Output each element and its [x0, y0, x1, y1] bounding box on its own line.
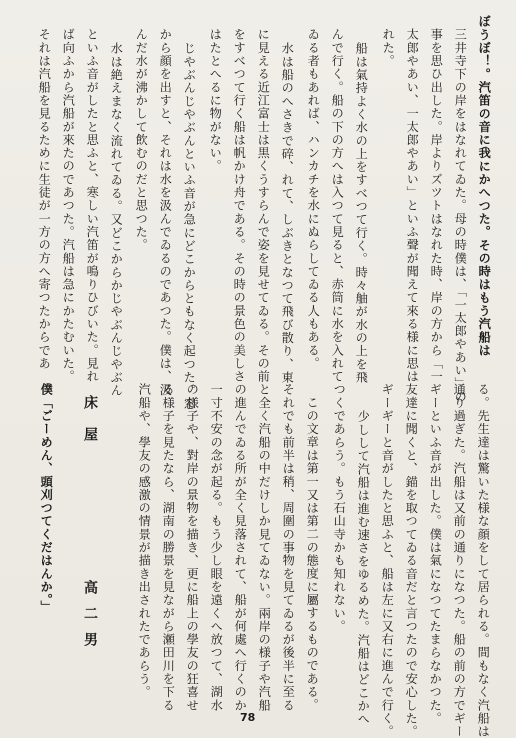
text-line: 太郎やあい、一太郎やあい」といふ聲が聞えて來る様に思は: [405, 28, 420, 384]
text-line: 事を思ひ出した。岸よりズツトはなれた時、岸の方から「一: [429, 28, 444, 384]
essay-author: 高二男: [82, 580, 98, 658]
text-line: 三井寺下の岸をはなれてゐた。母の時僕は、「一太郎やあい」の: [453, 28, 468, 404]
text-line: はたとへるに物がない。: [208, 28, 223, 173]
text-line: ぼうぼ！。汽笛の音に我にかへつた。その時はもう汽船は: [477, 15, 492, 357]
text-line: 友達に聞くと、錨を取つてゐる音だと言つたので安心した。: [404, 383, 419, 738]
text-line: 船は氣持よく水の上をすべつて行く。時々舳が水の上を飛: [354, 42, 369, 384]
text-line: に見える近江富士は黒くうすらんで姿を見せてゐる。その前: [256, 28, 271, 384]
text-line: つくであらう。もう石山寺かも知れない。: [332, 383, 347, 633]
text-line: んだ水が沸かして飲むのだと思つた。: [134, 28, 149, 252]
text-line: 僕「ごーめん、頭刈つてくだはんか。」: [39, 383, 54, 614]
text-line: 少しして汽船は進む速さをゆるめた。汽船はどこかへ: [356, 410, 371, 726]
text-line: をすべつて行く船は帆かけ舟である。その時の景色の美しさ: [232, 28, 247, 384]
text-line: 水は絶えまなく流れてゐる。又どこからかじやぶんじやぶん: [109, 42, 124, 398]
text-line: んで行く。船の下の方へは入つて見ると、赤筒に水を入れて: [330, 28, 345, 384]
text-line: といふ音がしたと思ふと、寒しい汽笛が鳴りひびいた。見れ: [85, 28, 100, 384]
text-line: る。先生達は驚いた様な顔をして居られる。間もなく汽船は: [476, 383, 491, 738]
text-line: ば向ふから汽船が來たのであつた。汽船は急にかたむいた。: [61, 28, 76, 384]
text-line: それでも前半は稍、周圍の事物を見てゐるが後半に至る: [281, 383, 296, 712]
text-line: の進んでゐる所が全く見落されて、船が何處へ行くのか: [233, 383, 248, 712]
text-line: る様子を見たなら、湖南の勝景を見ながら瀬田川を下る: [161, 383, 176, 712]
text-line: れた。: [381, 28, 396, 68]
text-line: から顔を出すと、それは水を汲んでゐるのであつた。僕は、汲: [158, 28, 173, 397]
text-line: 汽船や、學友の感激の情景が描き出されたであらう。: [137, 383, 152, 699]
text-line: ゐる者もあれば、ハンカチを水にぬらしてゐる人もある。: [306, 28, 321, 370]
text-line: 水は船のへさきで碎、れて、しぶきとなつて飛び散り、東: [280, 42, 295, 384]
text-line: ギーギーと音がしたと思ふと、船は左に又右に進んで行く。: [380, 383, 395, 738]
text-line: この文章は第一又は第二の態度に屬するものである。: [305, 396, 320, 712]
text-line: と全く汽船の中だけしか見てゐない。兩岸の様子や汽船: [257, 383, 272, 712]
text-line: 通り過ぎた。汽船は又前の通りになつた。船の前の方でギー: [452, 383, 467, 738]
page-number: 78: [240, 711, 256, 724]
text-line: の様子や、對岸の景物を描き、更に船上の學友の狂喜せ: [185, 383, 200, 712]
text-line: 一寸不安の念が起る。もう少し眼を遠くへ放つて、湖水: [209, 383, 224, 712]
text-line: それは汽船を見るために生徒が一方の方へ寄つたからであ: [37, 28, 52, 370]
text-line: じやぶんじやぶんといふ音が急にどこからともなく起つた。窓: [182, 42, 197, 411]
essay-title: 床屋: [82, 395, 98, 459]
text-line: ギーといふ音が出した。僕は氣になつてたまらなかつた。: [428, 383, 443, 725]
